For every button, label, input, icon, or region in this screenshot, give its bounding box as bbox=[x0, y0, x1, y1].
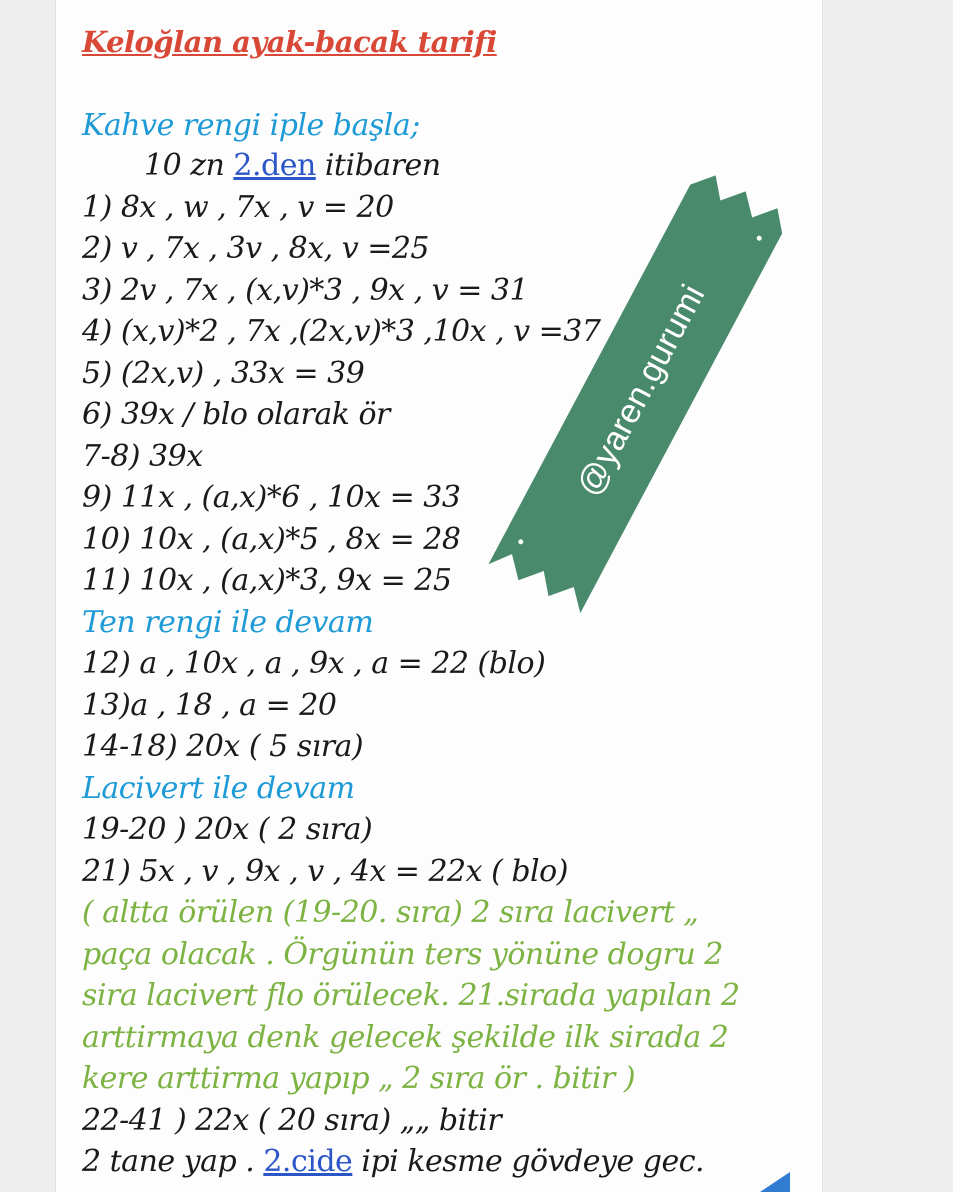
last-line bbox=[82, 1144, 704, 1180]
row-3: 3) 2v , 7x , (x,v)*3 , 9x , v = 31 bbox=[82, 273, 529, 308]
row-19-20: 19-20 ) 20x ( 2 sıra) bbox=[82, 812, 373, 847]
note-line-1: ( altta örülen (19-20. sıra) 2 sıra lacivert „ bbox=[82, 895, 699, 930]
row-6: 6) 39x / blo olarak ör bbox=[82, 397, 390, 432]
last-post: ipi kesme gövdeye gec. bbox=[352, 1144, 705, 1179]
row-11: 11) 10x , (a,x)*3, 9x = 25 bbox=[82, 563, 452, 598]
intro-heading: Kahve rengi iple başla; bbox=[82, 108, 420, 143]
row-7-8: 7-8) 39x bbox=[82, 439, 203, 474]
chain-post: itibaren bbox=[315, 148, 441, 183]
last-pre: 2 tane yap . bbox=[82, 1144, 264, 1179]
row-14-18: 14-18) 20x ( 5 sıra) bbox=[82, 729, 364, 764]
page-title[interactable]: Keloğlan ayak-bacak tarifi bbox=[82, 25, 497, 59]
chain-link[interactable]: 2.den bbox=[233, 148, 316, 183]
row-22-41: 22-41 ) 22x ( 20 sıra) „„ bitir bbox=[82, 1103, 502, 1138]
row-21: 21) 5x , v , 9x , v , 4x = 22x ( blo) bbox=[82, 854, 568, 889]
row-12: 12) a , 10x , a , 9x , a = 22 (blo) bbox=[82, 646, 546, 681]
note-line-2: paça olacak . Örgünün ters yönüne dogru 2 bbox=[82, 937, 723, 972]
row-2: 2) v , 7x , 3v , 8x, v =25 bbox=[82, 231, 430, 266]
last-link[interactable]: 2.cide bbox=[263, 1144, 353, 1179]
row-9: 9) 11x , (a,x)*6 , 10x = 33 bbox=[82, 480, 461, 515]
row-10: 10) 10x , (a,x)*5 , 8x = 28 bbox=[82, 522, 461, 557]
note-line-4: arttirmaya denk gelecek şekilde ilk sirada 2 bbox=[82, 1020, 729, 1055]
section-navy: Lacivert ile devam bbox=[82, 771, 355, 806]
row-1: 1) 8x , w , 7x , v = 20 bbox=[82, 190, 394, 225]
watermark-text: @yaren.gurumi bbox=[569, 278, 713, 503]
section-skin: Ten rengi ile devam bbox=[82, 605, 374, 640]
row-13: 13)a , 18 , a = 20 bbox=[82, 688, 337, 723]
row-5: 5) (2x,v) , 33x = 39 bbox=[82, 356, 365, 391]
note-line-5: kere arttirma yapıp „ 2 sıra ör . bitir ) bbox=[82, 1061, 636, 1096]
chain-pre: 10 zn bbox=[144, 148, 234, 183]
chain-line bbox=[144, 148, 441, 184]
note-line-3: sira lacivert flo örülecek. 21.sirada yapılan 2 bbox=[82, 978, 740, 1013]
watermark-ribbon bbox=[470, 160, 810, 620]
row-4: 4) (x,v)*2 , 7x ,(2x,v)*3 ,10x , v =37 bbox=[82, 314, 601, 349]
